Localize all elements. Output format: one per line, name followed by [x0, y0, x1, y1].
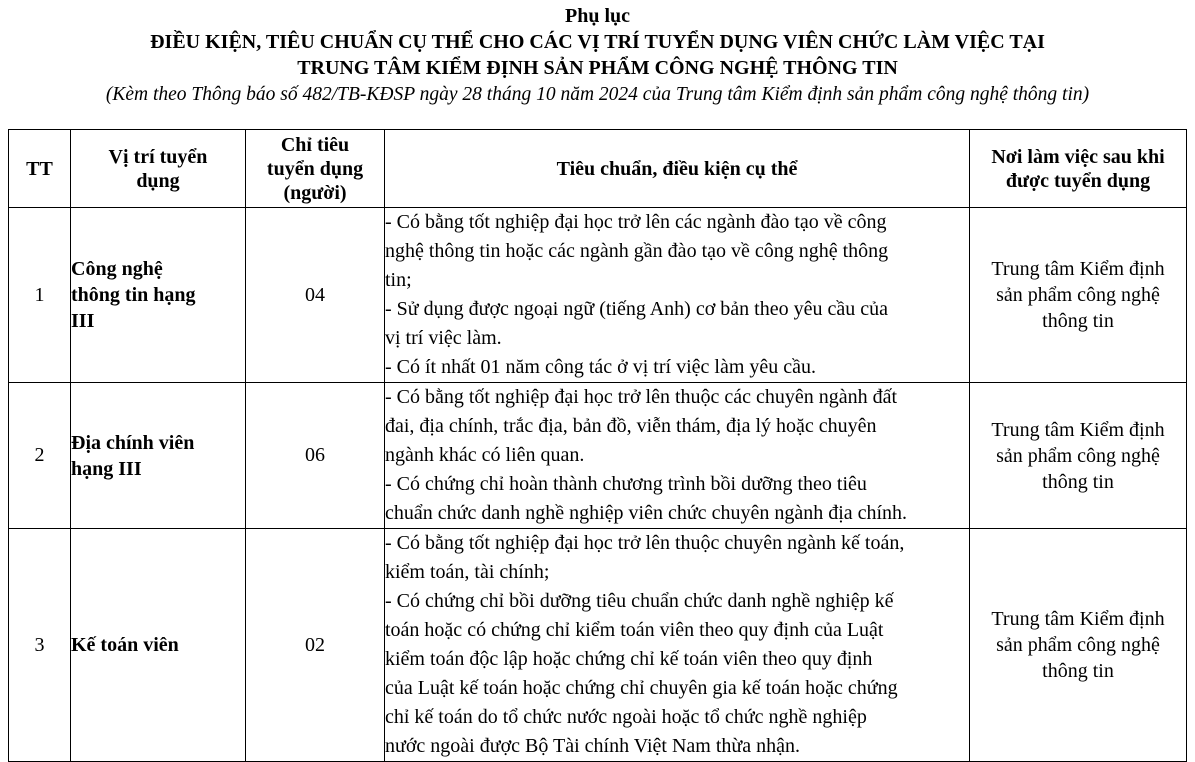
column-header-conditions — [385, 130, 970, 208]
workplace-line: thông tin — [1042, 310, 1114, 332]
column-header-quota-line: Chỉ tiêu — [280, 133, 350, 156]
workplace — [970, 529, 1187, 762]
column-header-conditions-label: Tiêu chuẩn, điều kiện cụ thể — [556, 157, 798, 180]
document-title-line-2: TRUNG TÂM KIỂM ĐỊNH SẢN PHẨM CÔNG NGHỆ THÔNG TIN — [297, 57, 898, 79]
column-header-position-line: dụng — [136, 169, 180, 192]
workplace-line: thông tin — [1042, 660, 1114, 682]
column-header-quota-line: tuyển dụng — [266, 157, 364, 180]
workplace-line: sản phẩm công nghệ — [996, 634, 1160, 656]
condition-line: - Sử dụng được ngoại ngữ (tiếng Anh) cơ bản theo yêu cầu của — [385, 298, 888, 320]
conditions-cell — [385, 208, 970, 383]
row-number: 3 — [9, 529, 71, 762]
condition-line: kiểm toán độc lập hoặc chứng chỉ kế toán viên theo quy định — [385, 648, 873, 670]
recruitment-table — [8, 129, 1187, 762]
workplace-line: sản phẩm công nghệ — [996, 284, 1160, 306]
condition-line: của Luật kế toán hoặc chứng chỉ chuyên gia kế toán hoặc chứng — [385, 677, 898, 699]
conditions-cell — [385, 529, 970, 762]
position-name — [71, 383, 246, 529]
workplace-line: Trung tâm Kiểm định — [991, 258, 1165, 280]
workplace-line: sản phẩm công nghệ — [996, 444, 1160, 467]
document-title-line-1: ĐIỀU KIỆN, TIÊU CHUẨN CỤ THỂ CHO CÁC VỊ TRÍ TUYỂN DỤNG VIÊN CHỨC LÀM VIỆC TẠI — [150, 31, 1045, 53]
condition-line: - Có chứng chỉ hoàn thành chương trình bồi dưỡng theo tiêu — [385, 473, 867, 495]
column-header-workplace-line: Nơi làm việc sau khi — [991, 145, 1165, 168]
position-name-line: Địa chính viên — [71, 431, 195, 454]
workplace-line: Trung tâm Kiểm định — [991, 608, 1165, 630]
row-number: 2 — [9, 383, 71, 529]
column-header-tt-label: TT — [26, 157, 53, 180]
conditions-cell — [385, 383, 970, 529]
condition-line: - Có bằng tốt nghiệp đại học trở lên các ngành đào tạo về công — [385, 211, 887, 233]
condition-line: - Có ít nhất 01 năm công tác ở vị trí việc làm yêu cầu. — [385, 356, 817, 378]
position-name-line: hạng III — [71, 457, 142, 480]
condition-line: đai, địa chính, trắc địa, bản đồ, viễn thám, địa lý hoặc chuyên — [385, 415, 877, 437]
condition-line: tin; — [385, 269, 412, 291]
column-header-quota-line: (người) — [283, 181, 347, 204]
table-row — [9, 529, 1187, 762]
condition-line: ngành khác có liên quan. — [385, 444, 585, 466]
column-header-tt — [9, 130, 71, 208]
column-header-workplace-line: được tuyển dụng — [1005, 169, 1151, 192]
position-name — [71, 208, 246, 383]
workplace — [970, 383, 1187, 529]
recruitment-quota: 06 — [246, 383, 385, 529]
position-name-line: III — [71, 310, 95, 332]
condition-line: - Có bằng tốt nghiệp đại học trở lên thuộc các chuyên ngành đất — [385, 386, 898, 408]
document-subtitle: (Kèm theo Thông báo số 482/TB-KĐSP ngày 28 tháng 10 năm 2024 của Trung tâm Kiểm định sản phẩm công nghệ thông tin) — [105, 84, 1090, 105]
workplace-line: thông tin — [1042, 470, 1114, 493]
condition-line: vị trí việc làm. — [385, 327, 502, 349]
condition-line: nghệ thông tin hoặc các ngành gần đào tạo về công nghệ thông — [385, 240, 889, 262]
document-header — [0, 3, 1195, 107]
table-header-row — [9, 130, 1187, 208]
row-number: 1 — [9, 208, 71, 383]
column-header-position-line: Vị trí tuyển — [108, 145, 208, 168]
appendix-label: Phụ lục — [564, 5, 631, 27]
column-header-quota — [246, 130, 385, 208]
condition-line: nước ngoài được Bộ Tài chính Việt Nam thừa nhận. — [385, 735, 800, 757]
column-header-workplace — [970, 130, 1187, 208]
recruitment-quota: 04 — [246, 208, 385, 383]
condition-line: - Có chứng chỉ bồi dưỡng tiêu chuẩn chức danh nghề nghiệp kế — [385, 590, 894, 612]
workplace-line: Trung tâm Kiểm định — [991, 418, 1165, 441]
condition-line: toán hoặc có chứng chỉ kiểm toán viên theo quy định của Luật — [385, 619, 884, 641]
table-row — [9, 208, 1187, 383]
recruitment-quota: 02 — [246, 529, 385, 762]
condition-line: - Có bằng tốt nghiệp đại học trở lên thuộc chuyên ngành kế toán, — [385, 532, 905, 554]
condition-line: kiểm toán, tài chính; — [385, 561, 550, 583]
position-name-line: thông tin hạng — [71, 284, 196, 306]
position-name — [71, 529, 246, 762]
workplace — [970, 208, 1187, 383]
column-header-position — [71, 130, 246, 208]
condition-line: chuẩn chức danh nghề nghiệp viên chức chuyên ngành địa chính. — [385, 502, 908, 524]
table-row — [9, 383, 1187, 529]
condition-line: chỉ kế toán do tổ chức nước ngoài hoặc tổ chức nghề nghiệp — [385, 706, 867, 728]
position-name-line: Công nghệ — [71, 258, 163, 280]
position-name-line: Kế toán viên — [71, 634, 179, 656]
